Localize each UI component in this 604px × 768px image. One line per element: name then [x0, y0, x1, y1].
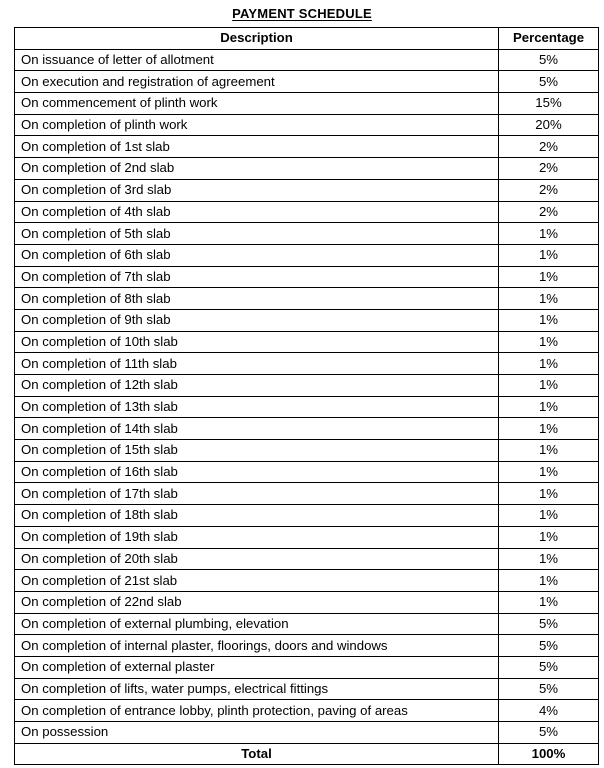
row-percentage: 1% [499, 440, 599, 462]
table-row [15, 71, 599, 93]
row-percentage: 1% [499, 418, 599, 440]
total-row [15, 743, 599, 765]
row-description: On completion of 19th slab [15, 526, 499, 548]
row-description: On completion of 12th slab [15, 375, 499, 397]
row-description: On completion of 5th slab [15, 223, 499, 245]
table-row [15, 548, 599, 570]
row-percentage: 1% [499, 483, 599, 505]
table-row [15, 722, 599, 744]
table-row [15, 93, 599, 115]
row-description: On completion of 6th slab [15, 244, 499, 266]
table-row [15, 526, 599, 548]
description-header: Description [15, 28, 499, 50]
table-row [15, 483, 599, 505]
table-row [15, 700, 599, 722]
row-percentage: 1% [499, 223, 599, 245]
table-row [15, 591, 599, 613]
row-percentage: 15% [499, 93, 599, 115]
row-percentage: 1% [499, 396, 599, 418]
row-description: On completion of 11th slab [15, 353, 499, 375]
table-row [15, 656, 599, 678]
row-description: On completion of 10th slab [15, 331, 499, 353]
table-row [15, 396, 599, 418]
table-row [15, 49, 599, 71]
row-percentage: 2% [499, 179, 599, 201]
row-percentage: 5% [499, 722, 599, 744]
row-description: On completion of 8th slab [15, 288, 499, 310]
row-percentage: 1% [499, 461, 599, 483]
row-percentage: 1% [499, 309, 599, 331]
row-description: On issuance of letter of allotment [15, 49, 499, 71]
row-percentage: 1% [499, 570, 599, 592]
table-row [15, 418, 599, 440]
table-row [15, 613, 599, 635]
percentage-header: Percentage [499, 28, 599, 50]
row-description: On completion of 21st slab [15, 570, 499, 592]
table-row [15, 635, 599, 657]
row-percentage: 1% [499, 288, 599, 310]
row-percentage: 1% [499, 548, 599, 570]
row-percentage: 5% [499, 49, 599, 71]
row-percentage: 2% [499, 158, 599, 180]
row-description: On commencement of plinth work [15, 93, 499, 115]
total-percentage: 100% [499, 743, 599, 765]
row-description: On completion of 4th slab [15, 201, 499, 223]
total-label: Total [15, 743, 499, 765]
row-description: On completion of 3rd slab [15, 179, 499, 201]
row-percentage: 1% [499, 375, 599, 397]
row-description: On completion of internal plaster, floorings, doors and windows [15, 635, 499, 657]
row-description: On completion of external plaster [15, 656, 499, 678]
table-row [15, 505, 599, 527]
row-description: On completion of 9th slab [15, 309, 499, 331]
row-description: On completion of entrance lobby, plinth protection, paving of areas [15, 700, 499, 722]
row-percentage: 1% [499, 591, 599, 613]
page-title [0, 6, 604, 21]
table-row [15, 201, 599, 223]
table-row [15, 309, 599, 331]
row-description: On completion of 17th slab [15, 483, 499, 505]
row-description: On completion of 7th slab [15, 266, 499, 288]
row-percentage: 4% [499, 700, 599, 722]
row-percentage: 1% [499, 505, 599, 527]
row-percentage: 2% [499, 201, 599, 223]
table-row [15, 223, 599, 245]
row-percentage: 5% [499, 656, 599, 678]
row-description: On completion of 22nd slab [15, 591, 499, 613]
row-percentage: 1% [499, 353, 599, 375]
table-row [15, 331, 599, 353]
row-percentage: 1% [499, 331, 599, 353]
row-percentage: 5% [499, 613, 599, 635]
row-percentage: 20% [499, 114, 599, 136]
row-percentage: 1% [499, 266, 599, 288]
row-description: On completion of 14th slab [15, 418, 499, 440]
row-percentage: 5% [499, 678, 599, 700]
table-row [15, 375, 599, 397]
table-row [15, 288, 599, 310]
table-row [15, 179, 599, 201]
row-description: On completion of 2nd slab [15, 158, 499, 180]
header-row [15, 28, 599, 50]
table-row [15, 266, 599, 288]
row-description: On completion of 18th slab [15, 505, 499, 527]
table-row [15, 353, 599, 375]
payment-schedule-table [14, 27, 599, 765]
row-percentage: 1% [499, 244, 599, 266]
row-description: On completion of lifts, water pumps, electrical fittings [15, 678, 499, 700]
row-percentage: 5% [499, 635, 599, 657]
table-row [15, 570, 599, 592]
row-description: On completion of 13th slab [15, 396, 499, 418]
row-description: On completion of plinth work [15, 114, 499, 136]
row-description: On possession [15, 722, 499, 744]
row-description: On completion of 16th slab [15, 461, 499, 483]
row-percentage: 5% [499, 71, 599, 93]
table-row [15, 114, 599, 136]
table-row [15, 461, 599, 483]
row-percentage: 2% [499, 136, 599, 158]
row-description: On completion of 1st slab [15, 136, 499, 158]
table-row [15, 678, 599, 700]
table-row [15, 440, 599, 462]
row-description: On execution and registration of agreement [15, 71, 499, 93]
row-description: On completion of 20th slab [15, 548, 499, 570]
table-row [15, 136, 599, 158]
row-description: On completion of external plumbing, elevation [15, 613, 499, 635]
row-percentage: 1% [499, 526, 599, 548]
table-row [15, 244, 599, 266]
title-text: PAYMENT SCHEDULE [232, 6, 372, 21]
table-row [15, 158, 599, 180]
row-description: On completion of 15th slab [15, 440, 499, 462]
